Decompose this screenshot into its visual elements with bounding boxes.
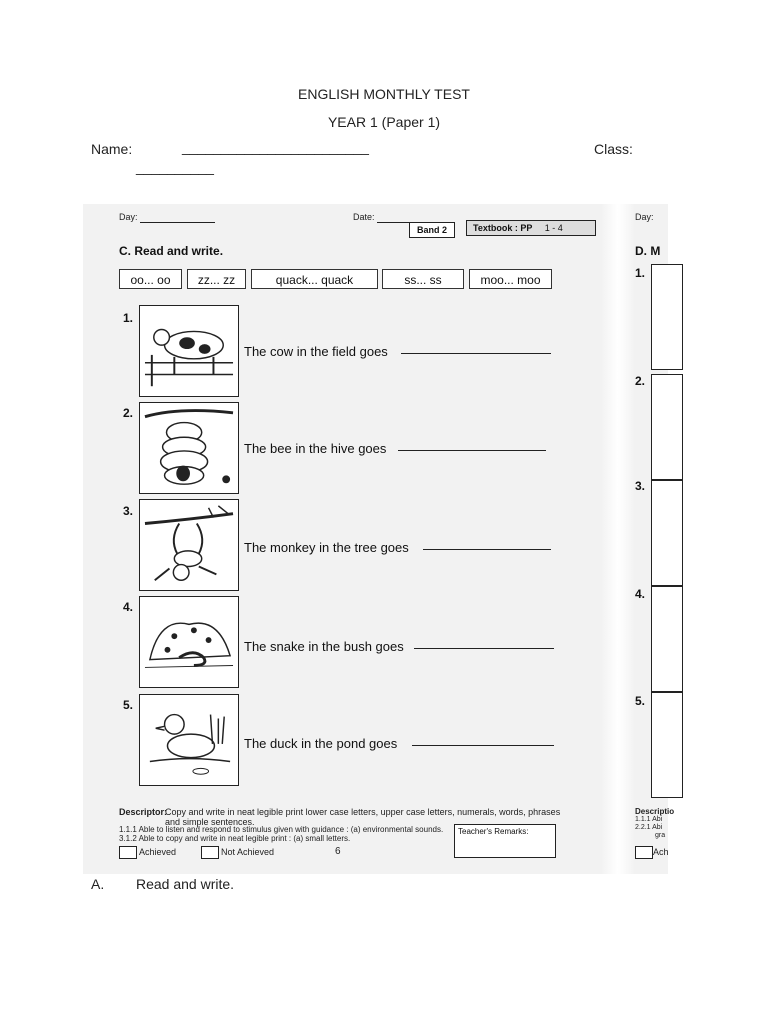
right-picture-frame: [651, 692, 683, 798]
textbook-badge: [466, 220, 596, 236]
right-page-fragment: [631, 204, 675, 874]
duck-icon: [139, 694, 239, 786]
descriptor-label: Descriptor:: [119, 807, 168, 817]
teacher-remarks-label: Teacher's Remarks:: [458, 827, 529, 836]
page-gutter: [601, 204, 635, 874]
right-picture-frame: [651, 264, 683, 370]
word-bank-item: zz... zz: [187, 269, 246, 289]
class-line: __________: [136, 159, 214, 175]
not-achieved-checkbox[interactable]: [201, 846, 219, 859]
right-standard-2: 2.2.1 Abi: [635, 824, 663, 831]
date-label: Date:: [353, 212, 375, 222]
right-day-label: Day:: [635, 212, 654, 222]
standard-2: 3.1.2 Able to copy and write in neat legible print : (a) small letters.: [119, 834, 351, 843]
answer-line[interactable]: [423, 549, 551, 550]
achieved-label: Achieved: [139, 847, 177, 857]
question-number: 2.: [123, 406, 134, 420]
answer-line[interactable]: [412, 745, 554, 746]
question-number: 5.: [123, 698, 134, 712]
right-standard-1: 1.1.1 Abi: [635, 816, 663, 823]
question-number: 1.: [123, 311, 134, 325]
question-sentence: The duck in the pond goes: [244, 736, 398, 751]
test-title: ENGLISH MONTHLY TEST: [298, 86, 470, 102]
right-achieved-label: Ach: [653, 847, 669, 857]
right-question-number: 2.: [635, 374, 646, 388]
name-label: Name:: [91, 141, 133, 157]
question-sentence: The snake in the bush goes: [244, 639, 404, 654]
descriptor-text: Copy and write in neat legible print lower case letters, upper case letters, numerals, words, phrases and simple sentences.: [165, 807, 561, 827]
word-bank-item: quack... quack: [251, 269, 378, 289]
question-number: 3.: [123, 504, 134, 518]
right-picture-frame: [651, 586, 683, 692]
page-number: 6: [335, 846, 341, 857]
question-sentence: The bee in the hive goes: [244, 441, 387, 456]
test-subtitle: YEAR 1 (Paper 1): [327, 114, 441, 130]
right-achieved-checkbox: [635, 846, 653, 859]
not-achieved-label: Not Achieved: [221, 847, 275, 857]
day-line: [140, 222, 215, 223]
monkey-icon: [139, 499, 239, 591]
right-question-number: 3.: [635, 479, 646, 493]
textbook-pages: 1 - 4: [544, 223, 563, 233]
standard-1: 1.1.1 Able to listen and respond to stimulus given with guidance : (a) environmental sounds.: [119, 825, 444, 834]
band-badge: Band 2: [409, 222, 455, 238]
worksheet-scan: [83, 204, 675, 874]
question-number: 4.: [123, 600, 134, 614]
right-section-title: D. M: [635, 244, 661, 258]
right-picture-frame: [651, 374, 683, 480]
right-question-number: 5.: [635, 694, 646, 708]
day-label: Day:: [119, 212, 138, 222]
class-label: Class:: [594, 141, 633, 157]
answer-line[interactable]: [414, 648, 554, 649]
right-descriptor-label: Descriptio: [635, 807, 675, 816]
section-title: C. Read and write.: [119, 244, 224, 258]
beehive-icon: [139, 402, 239, 494]
teacher-remarks-box: [454, 824, 556, 858]
question-sentence: The monkey in the tree goes: [244, 540, 409, 555]
footer-section-letter: A.: [91, 876, 105, 892]
footer-section-text: Read and write.: [136, 876, 235, 892]
cow-icon: [139, 305, 239, 397]
answer-line[interactable]: [398, 450, 546, 451]
word-bank-item: oo... oo: [119, 269, 182, 289]
achieved-checkbox[interactable]: [119, 846, 137, 859]
question-sentence: The cow in the field goes: [244, 344, 388, 359]
word-bank-item: moo... moo: [469, 269, 552, 289]
right-picture-frame: [651, 480, 683, 586]
right-question-number: 4.: [635, 587, 646, 601]
answer-line[interactable]: [401, 353, 551, 354]
right-question-number: 1.: [635, 266, 646, 280]
snake-icon: [139, 596, 239, 688]
right-standard-2-cont: gra: [655, 832, 666, 839]
name-line: ________________________: [182, 139, 369, 155]
textbook-label: Textbook : PP: [473, 223, 533, 233]
word-bank-item: ss... ss: [382, 269, 464, 289]
